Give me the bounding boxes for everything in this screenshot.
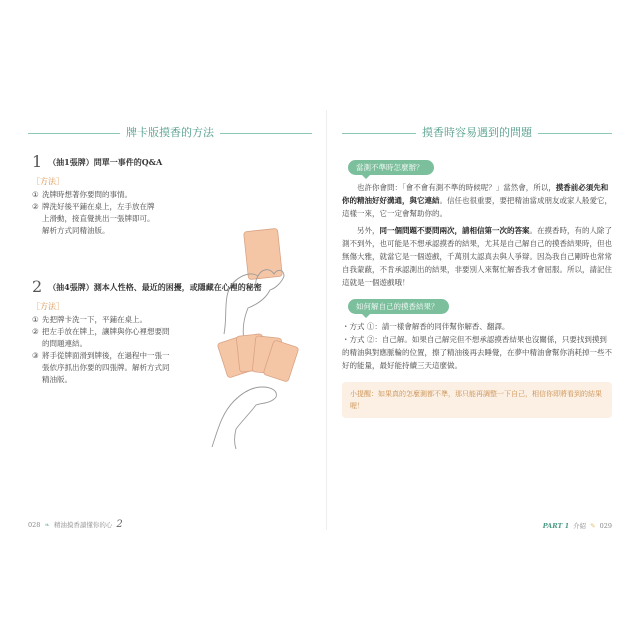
step-item: ② 把左手放在牌上，讓牌與你心裡想要問的問題連結。: [32, 327, 170, 348]
section-1: [32, 154, 312, 279]
left-header: [28, 122, 312, 144]
section-title: （抽1張牌）問單一事件的Q&A: [48, 157, 163, 167]
section-label: 介紹: [573, 522, 587, 530]
section-2: [32, 279, 312, 459]
section-number: 1: [32, 152, 43, 171]
section-1-heading: [32, 154, 312, 170]
right-header: [342, 122, 612, 144]
page-number: 028: [28, 520, 41, 529]
right-page-title: 摸香時容易遇到的問題: [416, 124, 538, 140]
question-badge: 當測不準時怎麼辦？: [348, 160, 434, 175]
part-label: PART 1: [542, 521, 570, 530]
volume-number: 2: [116, 519, 123, 530]
book-spread: [28, 110, 612, 530]
right-footer: [543, 521, 612, 530]
step-item: ③ 將手從牌面滑到牌後，在過程中一張一張依序抓出你要的四張牌。解析方式同精油版。: [32, 351, 170, 384]
method-label: ［方法］: [32, 302, 64, 311]
method-item: ・方式 ②：自己解。如果自己解完但不想承認摸香結果也沒關係，只要找到摸到的精油與對應脈輪的位置，擦了精油後再去睡覺，在夢中精油會幫你消耗掉一些不好的能量，最好能持續三天這麼做。: [342, 335, 612, 370]
page-gutter: [326, 110, 327, 530]
paragraph: 另外，同一個問題不要問兩次，請相信第一次的答案。在摸香時，有的人除了測不到外，也可能是不想承認摸香的結果，尤其是自己解自己的摸香結果時，但也無傷大雅，就當它是一個遊戲，千萬別太認真去與人爭辯。因為我自己剛時也常常自我蒙蔽，不肯承認測出的結果，非要別人來幫忙解香我才會屈服。所以，請記住這就是一個遊戲哦！: [342, 226, 612, 287]
hand-holding-four-cards-illustration: [192, 329, 312, 449]
pencil-icon: ✎: [590, 521, 596, 530]
method-label: ［方法］: [32, 177, 64, 186]
step-item: ② 牌洗好後平鋪在桌上，左手放在牌上滑動，接直覺挑出一張牌即可。解析方式同精油版。: [32, 202, 155, 235]
book-title: 精油摸香讀懂你的心: [53, 521, 113, 529]
left-page-title: 牌卡版摸香的方法: [120, 124, 220, 140]
left-page: [28, 110, 312, 530]
method-item: ・方式 ①：請一樣會解香的同伴幫你解香、翻譯。: [342, 322, 510, 331]
page-number: 029: [599, 521, 612, 530]
right-page: [342, 110, 612, 530]
left-footer: [28, 519, 123, 530]
step-item: ① 先把牌卡洗一下，平鋪在桌上。: [32, 315, 147, 324]
section-title: （抽4張牌）測本人性格、最近的困擾，或隱藏在心裡的秘密: [48, 282, 262, 292]
section-2-heading: [32, 279, 312, 295]
tip-box: 小提醒：如果真的怎麼測都不準，那只能再調整一下自己，相信你即將看到的結果喔！: [342, 382, 612, 418]
question-badge: 如何解自己的摸香結果？: [348, 299, 449, 314]
section-number: 2: [32, 277, 43, 296]
leaf-icon: ❧: [44, 520, 50, 529]
step-item: ① 洗牌時想著你要問的事情。: [32, 190, 132, 199]
steps-list: [32, 314, 172, 386]
paragraph: 也許你會問：「會不會有測不準的時候呢？」當然會，所以，摸香前必須先和你的精油好好溝通，與它連結。信任也很重要，要把精油當成朋友或家人般愛它，這樣一來，它一定會幫助你的。: [342, 183, 612, 218]
steps-list: [32, 189, 160, 237]
